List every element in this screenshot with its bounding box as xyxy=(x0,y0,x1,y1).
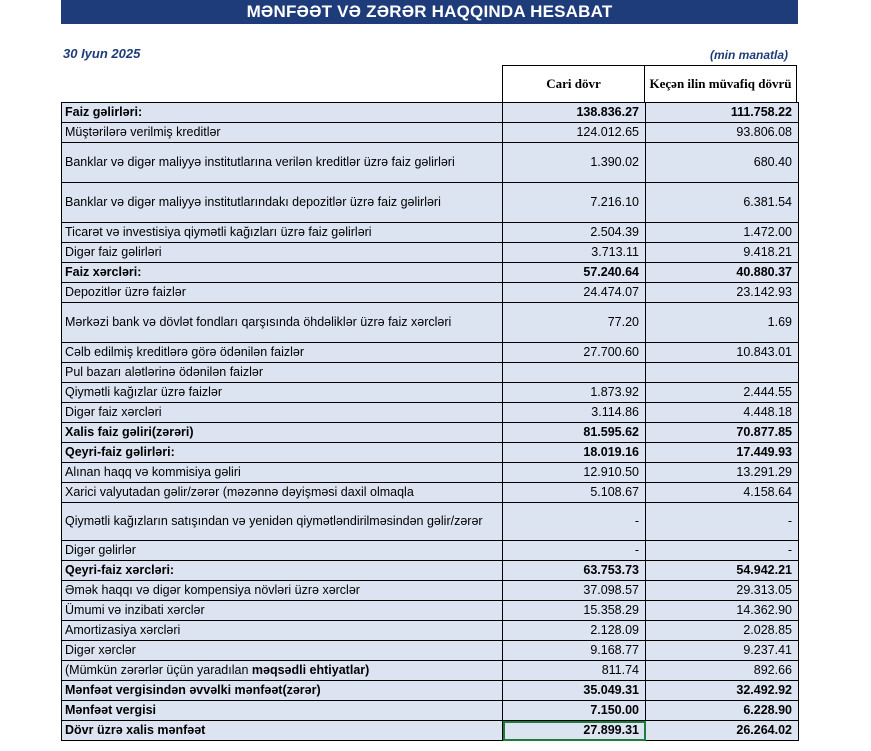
units-label: (min manatla) xyxy=(709,48,788,62)
table-row xyxy=(62,143,799,183)
row-label[interactable]: Mənfəət vergisi xyxy=(62,701,503,721)
current-period-value[interactable]: 27.700.60 xyxy=(503,343,646,363)
current-period-value[interactable]: 2.128.09 xyxy=(503,621,646,641)
previous-period-value[interactable]: 40.880.37 xyxy=(646,263,799,283)
table-row xyxy=(62,483,799,503)
previous-period-value[interactable]: 93.806.08 xyxy=(646,123,799,143)
previous-period-value[interactable]: 17.449.93 xyxy=(646,443,799,463)
previous-period-value[interactable] xyxy=(646,363,799,383)
row-label[interactable]: Əmək haqqı və digər kompensiya növləri üzrə xərclər xyxy=(62,581,503,601)
table-row xyxy=(62,503,799,541)
row-label[interactable]: Cəlb edilmiş kreditlərə görə ödənilən faizlər xyxy=(62,343,503,363)
row-label[interactable]: Qeyri-faiz xərcləri: xyxy=(62,561,503,581)
row-label[interactable]: Banklar və digər maliyyə institutlarındakı depozitlər üzrə faiz gəlirləri xyxy=(62,183,503,223)
current-period-value[interactable]: 37.098.57 xyxy=(503,581,646,601)
table-row xyxy=(62,701,799,721)
row-label[interactable]: Pul bazarı alətlərinə ödənilən faizlər xyxy=(62,363,503,383)
current-period-value[interactable]: 7.150.00 xyxy=(503,701,646,721)
current-period-value[interactable]: 2.504.39 xyxy=(503,223,646,243)
current-period-value[interactable]: - xyxy=(503,503,646,541)
current-period-value[interactable]: 1.873.92 xyxy=(503,383,646,403)
table-body xyxy=(62,103,799,741)
current-period-value[interactable]: 7.216.10 xyxy=(503,183,646,223)
previous-period-value[interactable]: - xyxy=(646,503,799,541)
report-date: 30 Iyun 2025 xyxy=(63,46,141,61)
row-label[interactable]: Digər xərclər xyxy=(62,641,503,661)
table-row xyxy=(62,621,799,641)
row-label[interactable]: Qiymətli kağızlar üzrə faizlər xyxy=(62,383,503,403)
previous-period-value[interactable]: 892.66 xyxy=(646,661,799,681)
previous-period-value[interactable]: 26.264.02 xyxy=(646,721,799,741)
table-row xyxy=(62,223,799,243)
current-period-value[interactable]: 138.836.27 xyxy=(503,103,646,123)
current-period-value[interactable]: 57.240.64 xyxy=(503,263,646,283)
income-statement-table xyxy=(61,102,799,741)
row-label[interactable]: Dövr üzrə xalis mənfəət xyxy=(62,721,503,741)
column-header-previous[interactable]: Keçən ilin müvafiq dövrü xyxy=(644,65,797,102)
table-row xyxy=(62,403,799,423)
previous-period-value[interactable]: 680.40 xyxy=(646,143,799,183)
previous-period-value[interactable]: 23.142.93 xyxy=(646,283,799,303)
previous-period-value[interactable]: 13.291.29 xyxy=(646,463,799,483)
current-period-value[interactable]: 18.019.16 xyxy=(503,443,646,463)
table-row xyxy=(62,561,799,581)
row-label[interactable]: Xarici valyutadan gəlir/zərər (məzənnə dəyişməsi daxil olmaqla xyxy=(62,483,503,503)
previous-period-value[interactable]: 2.444.55 xyxy=(646,383,799,403)
current-period-value[interactable]: 35.049.31 xyxy=(503,681,646,701)
current-period-value[interactable]: 63.753.73 xyxy=(503,561,646,581)
row-label[interactable]: Digər faiz xərcləri xyxy=(62,403,503,423)
previous-period-value[interactable]: 54.942.21 xyxy=(646,561,799,581)
table-row xyxy=(62,123,799,143)
previous-period-value[interactable]: 4.158.64 xyxy=(646,483,799,503)
previous-period-value[interactable]: 29.313.05 xyxy=(646,581,799,601)
table-row xyxy=(62,423,799,443)
table-row xyxy=(62,343,799,363)
column-header-current[interactable]: Cari dövr xyxy=(502,65,645,102)
current-period-value[interactable]: 1.390.02 xyxy=(503,143,646,183)
row-label[interactable]: Müştərilərə verilmiş kreditlər xyxy=(62,123,503,143)
current-period-value[interactable]: 3.713.11 xyxy=(503,243,646,263)
table-row xyxy=(62,183,799,223)
table-row xyxy=(62,721,799,741)
previous-period-value[interactable]: 1.69 xyxy=(646,303,799,343)
previous-period-value[interactable]: 10.843.01 xyxy=(646,343,799,363)
row-label[interactable]: Qiymətli kağızların satışından və yenidən qiymətləndirilməsindən gəlir/zərər xyxy=(62,503,503,541)
table-row xyxy=(62,581,799,601)
table-row xyxy=(62,661,799,681)
table-row xyxy=(62,363,799,383)
current-period-value[interactable]: 9.168.77 xyxy=(503,641,646,661)
report-title: MƏNFƏƏT VƏ ZƏRƏR HAQQINDA HESABAT xyxy=(61,0,798,24)
current-period-value[interactable]: 15.358.29 xyxy=(503,601,646,621)
previous-period-value[interactable]: 32.492.92 xyxy=(646,681,799,701)
table-row xyxy=(62,303,799,343)
current-period-value[interactable]: 27.899.31 xyxy=(503,721,646,741)
table-row xyxy=(62,681,799,701)
row-label[interactable]: Mərkəzi bank və dövlət fondları qarşısında öhdəliklər üzrə faiz xərcləri xyxy=(62,303,503,343)
current-period-value[interactable]: 811.74 xyxy=(503,661,646,681)
row-label[interactable]: Ticarət və investisiya qiymətli kağızları üzrə faiz gəlirləri xyxy=(62,223,503,243)
previous-period-value[interactable]: 70.877.85 xyxy=(646,423,799,443)
row-label[interactable]: Digər gəlirlər xyxy=(62,541,503,561)
current-period-value[interactable]: 12.910.50 xyxy=(503,463,646,483)
table-row xyxy=(62,463,799,483)
current-period-value[interactable]: 24.474.07 xyxy=(503,283,646,303)
current-period-value[interactable]: 77.20 xyxy=(503,303,646,343)
row-label[interactable]: Qeyri-faiz gəlirləri: xyxy=(62,443,503,463)
previous-period-value[interactable]: 14.362.90 xyxy=(646,601,799,621)
table-row xyxy=(62,103,799,123)
row-label[interactable]: Digər faiz gəlirləri xyxy=(62,243,503,263)
previous-period-value[interactable]: 9.418.21 xyxy=(646,243,799,263)
previous-period-value[interactable]: 111.758.22 xyxy=(646,103,799,123)
current-period-value[interactable]: 124.012.65 xyxy=(503,123,646,143)
previous-period-value[interactable]: 6.381.54 xyxy=(646,183,799,223)
row-label[interactable]: Faiz gəlirləri: xyxy=(62,103,503,123)
row-label[interactable]: Mənfəət vergisindən əvvəlki mənfəət(zərər) xyxy=(62,681,503,701)
row-label[interactable]: Faiz xərcləri: xyxy=(62,263,503,283)
table-row xyxy=(62,383,799,403)
current-period-value[interactable]: 3.114.86 xyxy=(503,403,646,423)
row-label[interactable]: Amortizasiya xərcləri xyxy=(62,621,503,641)
current-period-value[interactable] xyxy=(503,363,646,383)
table-row xyxy=(62,601,799,621)
row-label[interactable]: Depozitlər üzrə faizlər xyxy=(62,283,503,303)
row-label[interactable]: Alınan haqq və kommisiya gəliri xyxy=(62,463,503,483)
table-row xyxy=(62,283,799,303)
previous-period-value[interactable]: 6.228.90 xyxy=(646,701,799,721)
table-row xyxy=(62,263,799,283)
current-period-value[interactable]: 81.595.62 xyxy=(503,423,646,443)
row-label[interactable]: Xalis faiz gəliri(zərəri) xyxy=(62,423,503,443)
previous-period-value[interactable]: 4.448.18 xyxy=(646,403,799,423)
previous-period-value[interactable]: - xyxy=(646,541,799,561)
current-period-value[interactable]: 5.108.67 xyxy=(503,483,646,503)
table-row xyxy=(62,641,799,661)
previous-period-value[interactable]: 1.472.00 xyxy=(646,223,799,243)
row-label[interactable]: (Mümkün zərərlər üçün yaradılan məqsədli ehtiyatlar) xyxy=(62,661,503,681)
table-row xyxy=(62,541,799,561)
table-row xyxy=(62,443,799,463)
current-period-value[interactable]: - xyxy=(503,541,646,561)
previous-period-value[interactable]: 9.237.41 xyxy=(646,641,799,661)
row-label[interactable]: Ümumi və inzibati xərclər xyxy=(62,601,503,621)
row-label[interactable]: Banklar və digər maliyyə institutlarına verilən kreditlər üzrə faiz gəlirləri xyxy=(62,143,503,183)
previous-period-value[interactable]: 2.028.85 xyxy=(646,621,799,641)
table-row xyxy=(62,243,799,263)
